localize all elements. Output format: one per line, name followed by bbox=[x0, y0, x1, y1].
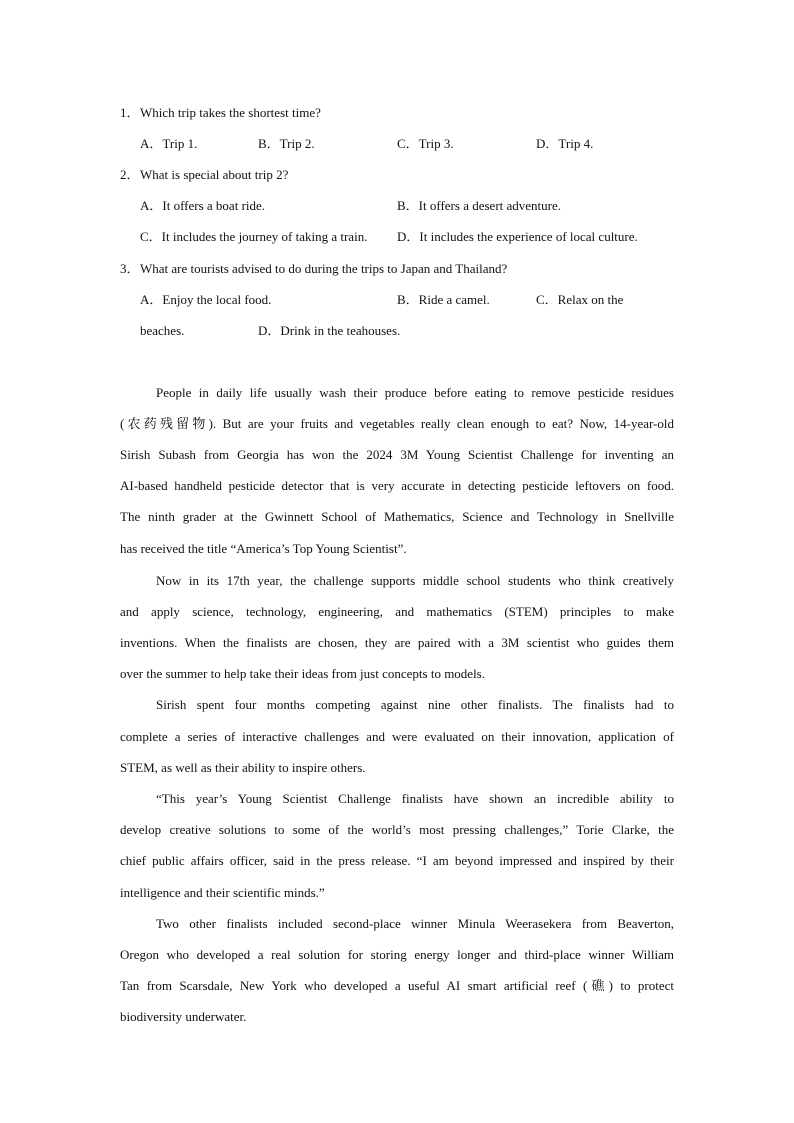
passage-p5-line-1: Two other finalists included second-place winner Minula Weerasekera from Beaverton, bbox=[156, 916, 674, 931]
passage-p2-line-3: inventions. When the finalists are chosen, they are paired with a 3M scientist who guides them bbox=[120, 635, 674, 650]
question-3-option-d: D．Drink in the teahouses. bbox=[258, 323, 401, 338]
passage-p2-line-1: Now in its 17th year, the challenge supports middle school students who think creatively bbox=[156, 573, 674, 588]
question-3-number: 3． bbox=[120, 261, 140, 276]
question-2-option-b: B．It offers a desert adventure. bbox=[397, 198, 562, 213]
passage-p2-line-4: over the summer to help take their ideas from just concepts to models. bbox=[120, 666, 485, 681]
passage-p4-line-3: chief public affairs officer, said in the press release. “I am beyond impressed and inspired by their bbox=[120, 853, 674, 868]
passage-p5-line-3: Tan from Scarsdale, New York who developed a useful AI smart artificial reef (礁) to protect bbox=[120, 978, 674, 993]
passage-p4-line-4: intelligence and their scientific minds.” bbox=[120, 885, 325, 900]
passage-p1-line-6: has received the title “America’s Top Young Scientist”. bbox=[120, 541, 407, 556]
passage-p1-line-5: The ninth grader at the Gwinnett School of Mathematics, Science and Technology in Snellville bbox=[120, 509, 674, 524]
question-2-option-d: D．It includes the experience of local culture. bbox=[397, 229, 638, 244]
question-1-option-b: B．Trip 2. bbox=[258, 136, 315, 151]
question-2-number: 2． bbox=[120, 167, 140, 182]
question-1-option-d: D．Trip 4. bbox=[536, 136, 594, 151]
passage-p3-line-1: Sirish spent four months competing against nine other finalists. The finalists had to bbox=[156, 697, 674, 712]
passage-p1-line-2: (农药残留物). But are your fruits and vegetables really clean enough to eat? Now, 14-year-old bbox=[120, 416, 674, 431]
passage-p1-line-4: AI-based handheld pesticide detector that is very accurate in detecting pesticide leftovers on food. bbox=[120, 478, 674, 493]
passage-p3-line-3: STEM, as well as their ability to inspire others. bbox=[120, 760, 366, 775]
passage-p2-line-2: and apply science, technology, engineering, and mathematics (STEM) principles to make bbox=[120, 604, 674, 619]
question-3-option-c: C．Relax on the bbox=[536, 292, 624, 307]
question-2-option-c: C．It includes the journey of taking a train. bbox=[140, 229, 368, 244]
question-1-number: 1． bbox=[120, 105, 140, 120]
question-3-text: What are tourists advised to do during the trips to Japan and Thailand? bbox=[140, 261, 508, 276]
question-3-option-a: A．Enjoy the local food. bbox=[140, 292, 272, 307]
passage-p5-line-4: biodiversity underwater. bbox=[120, 1009, 247, 1024]
passage-p1-line-1: People in daily life usually wash their produce before eating to remove pesticide residues bbox=[156, 385, 674, 400]
question-1-option-a: A．Trip 1. bbox=[140, 136, 198, 151]
passage-p1-line-3: Sirish Subash from Georgia has won the 2024 3M Young Scientist Challenge for inventing an bbox=[120, 447, 674, 462]
passage-p4-line-1: “This year’s Young Scientist Challenge finalists have shown an incredible ability to bbox=[156, 791, 674, 806]
question-3-option-b: B．Ride a camel. bbox=[397, 292, 490, 307]
question-2-text: What is special about trip 2? bbox=[140, 167, 289, 182]
passage-p4-line-2: develop creative solutions to some of the world’s most pressing challenges,” Torie Clarke, the bbox=[120, 822, 674, 837]
passage-p5-line-2: Oregon who developed a real solution for storing energy longer and third-place winner William bbox=[120, 947, 674, 962]
question-1-text: Which trip takes the shortest time? bbox=[140, 105, 321, 120]
question-1-option-c: C．Trip 3. bbox=[397, 136, 454, 151]
passage-p3-line-2: complete a series of interactive challenges and were evaluated on their innovation, application of bbox=[120, 729, 674, 744]
question-3-option-c-continued: beaches. bbox=[140, 323, 185, 338]
question-2-option-a: A．It offers a boat ride. bbox=[140, 198, 266, 213]
